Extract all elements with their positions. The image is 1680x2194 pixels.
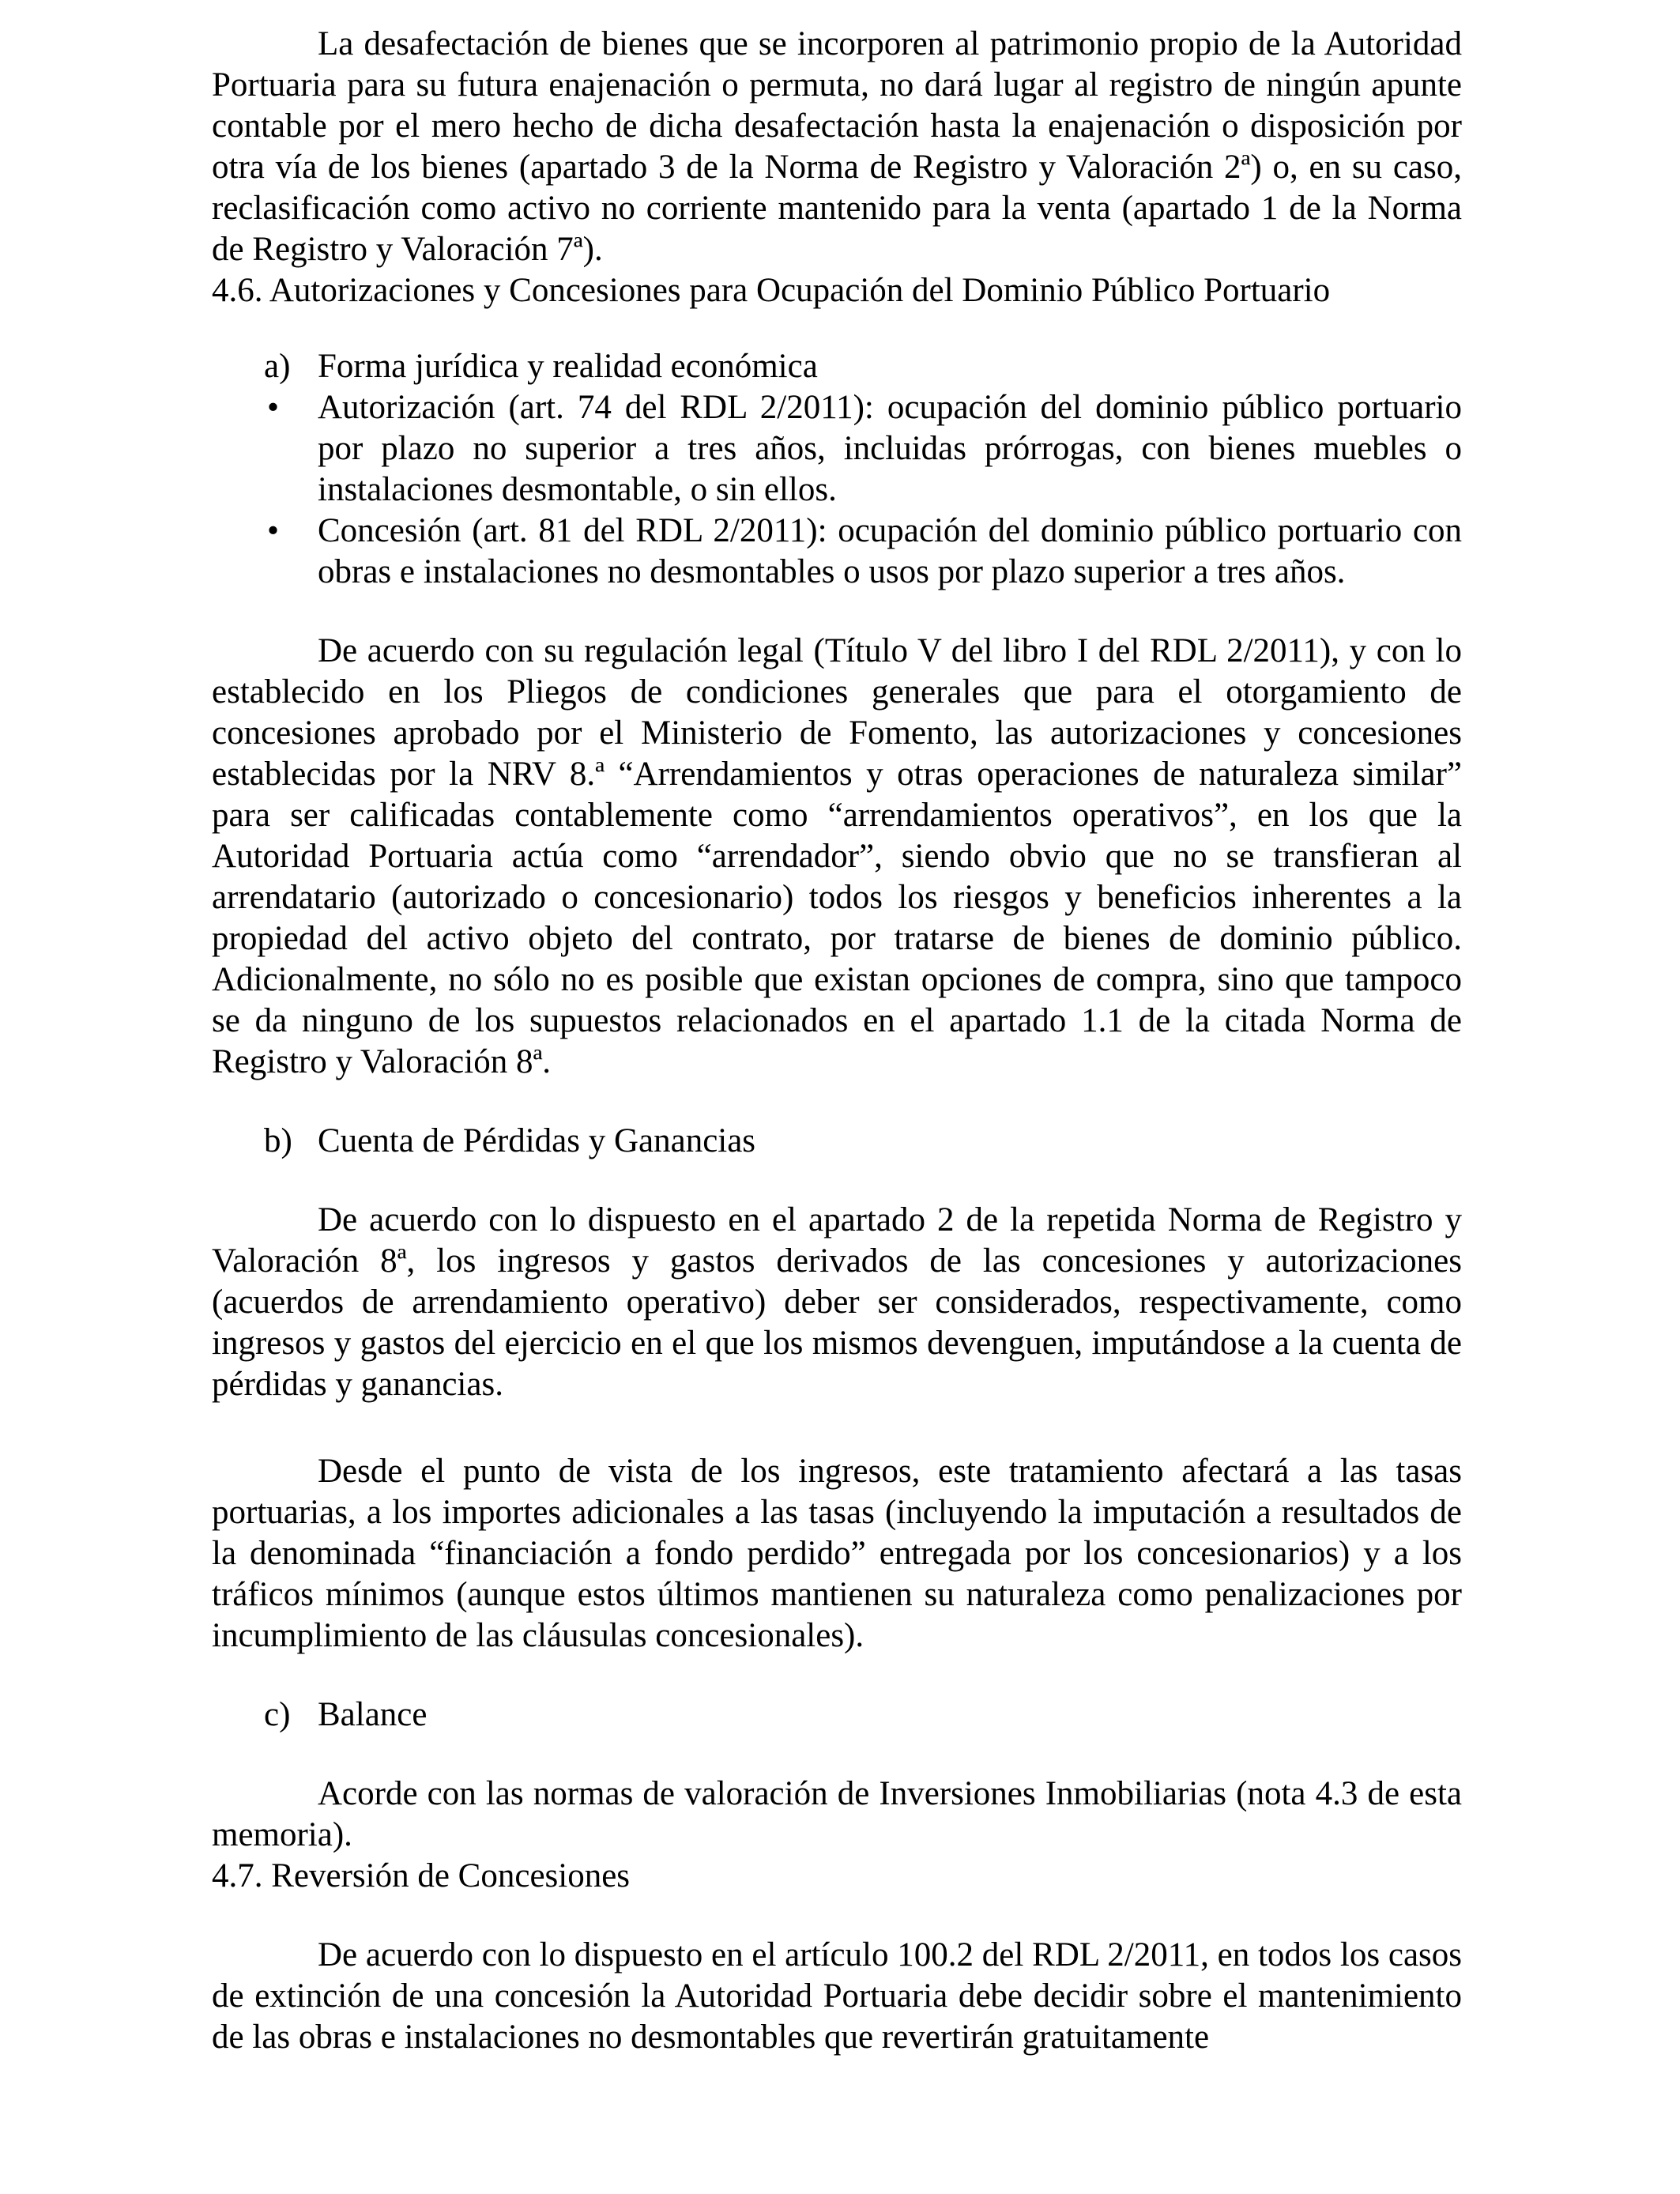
bullet-item-concesion	[212, 511, 1462, 593]
bullet-text-concesion: Concesión (art. 81 del RDL 2/2011): ocupación del dominio público portuario con obras e instalaciones no desmontables o usos por plazo superior a tres años.	[318, 512, 1462, 590]
paragraph-reversion: De acuerdo con lo dispuesto en el artículo 100.2 del RDL 2/2011, en todos los casos de extinción de una concesión la Autoridad Portuaria debe decidir sobre el mantenimiento de las obras e instalaciones no desmontables que revertirán gratuitamente	[212, 1936, 1462, 2056]
paragraph-desafectacion: La desafectación de bienes que se incorporen al patrimonio propio de la Autoridad Portuaria para su futura enajenación o permuta, no dará lugar al registro de ningún apunte contable por el mero hecho de dicha desafectación hasta la enajenación o disposición por otra vía de los bienes (apartado 3 de la Norma de Registro y Valoración 2ª) o, en su caso, reclasificación como activo no corriente mantenido para la venta (apartado 1 de la Norma de Registro y Valoración 7ª).	[212, 25, 1462, 268]
subsection-c-label: Balance	[318, 1696, 428, 1733]
subsection-c	[212, 1695, 1462, 1736]
bullet-text-autorizacion: Autorización (art. 74 del RDL 2/2011): ocupación del dominio público portuario por plazo no superior a tres años, incluidas prórrogas, con bienes muebles o instalaciones desmontable, o sin ellos.	[318, 389, 1462, 508]
subsection-a-label: Forma jurídica y realidad económica	[318, 348, 818, 385]
bullet-icon: •	[267, 512, 280, 549]
subsection-b-label: Cuenta de Pérdidas y Ganancias	[318, 1122, 756, 1159]
text-column	[212, 24, 1462, 2058]
heading-4-7: 4.7. Reversión de Concesiones	[212, 1857, 631, 1894]
paragraph-cuenta: De acuerdo con lo dispuesto en el apartado 2 de la repetida Norma de Registro y Valoración 8ª, los ingresos y gastos derivados de las concesiones y autorizaciones (acuerdos de arrendamiento operativo) deber ser considerados, respectivamente, como ingresos y gastos del ejercicio en el que los mismos devenguen, imputándose a la cuenta de pérdidas y ganancias.	[212, 1201, 1462, 1403]
subsection-b-marker: b)	[264, 1122, 292, 1159]
paragraph-ingresos: Desde el punto de vista de los ingresos, este tratamiento afectará a las tasas portuarias, a los importes adicionales a las tasas (incluyendo la imputación a resultados de la denominada “financiación a fondo perdido” entregada por los concesionarios) y a los tráficos mínimos (aunque estos últimos mantienen su naturaleza como penalizaciones por incumplimiento de las cláusulas concesionales).	[212, 1453, 1462, 1654]
bullet-item-autorizacion	[212, 387, 1462, 511]
paragraph-balance: Acorde con las normas de valoración de Inversiones Inmobiliarias (nota 4.3 de esta memoria).	[212, 1775, 1462, 1853]
subsection-a-marker: a)	[264, 348, 291, 385]
bullet-icon: •	[267, 389, 280, 426]
subsection-a	[212, 346, 1462, 387]
heading-4-6: 4.6. Autorizaciones y Concesiones para Ocupación del Dominio Público Portuario	[212, 272, 1331, 309]
subsection-b	[212, 1121, 1462, 1162]
bullet-list	[212, 387, 1462, 593]
subsection-c-marker: c)	[264, 1696, 291, 1733]
paragraph-regulacion: De acuerdo con su regulación legal (Título V del libro I del RDL 2/2011), y con lo establecido en los Pliegos de condiciones generales que para el otorgamiento de concesiones aprobado por el Ministerio de Fomento, las autorizaciones y concesiones establecidas por la NRV 8.ª “Arrendamientos y otras operaciones de naturaleza similar” para ser calificadas contablemente como “arrendamientos operativos”, en los que la Autoridad Portuaria actúa como “arrendador”, siendo obvio que no se transfieran al arrendatario (autorizado o concesionario) todos los riesgos y beneficios inherentes a la propiedad del activo objeto del contrato, por tratarse de bienes de dominio público. Adicionalmente, no sólo no es posible que existan opciones de compra, sino que tampoco se da ninguno de los supuestos relacionados en el apartado 1.1 de la citada Norma de Registro y Valoración 8ª.	[212, 632, 1462, 1080]
